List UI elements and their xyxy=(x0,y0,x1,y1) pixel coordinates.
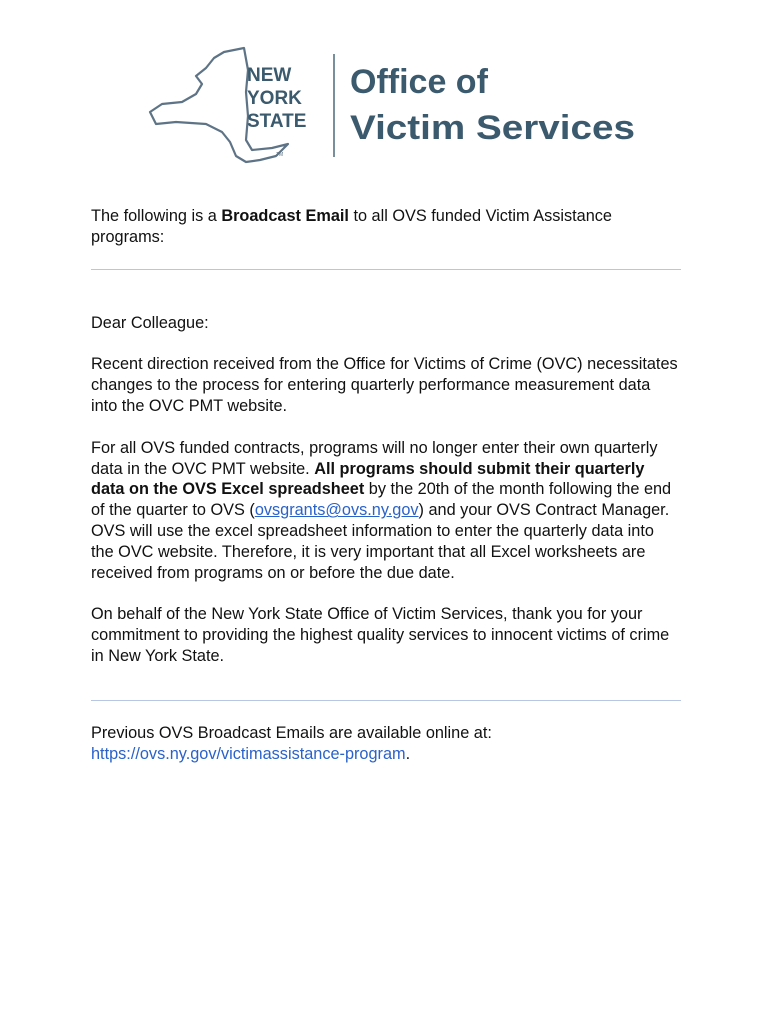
paragraph-thank-you: On behalf of the New York State Office of Victim Services, thank you for your commitment to providing the highest quality services to innocent victims of crime in New York State. xyxy=(91,605,670,665)
intro-suffix: to all OVS funded Victim Assistance programs: xyxy=(91,207,612,246)
para2-text-b: by the 20th of the month following the end of the quarter to OVS ( xyxy=(91,480,672,520)
para2-bold-instruction: All programs should submit their quarterly data on the OVS Excel spreadsheet xyxy=(91,459,645,499)
paragraph-submission-instructions xyxy=(91,438,681,584)
intro-paragraph xyxy=(91,206,681,248)
logo-office-of-text: Office of xyxy=(350,63,488,101)
para2-text-c: ) and your OVS Contract Manager. OVS will use the excel spreadsheet information to enter the quarterly data into the OVC website. Therefore, it is very important that all Excel worksheets are received from programs on or before the due date. xyxy=(91,501,670,582)
bottom-divider xyxy=(91,700,681,701)
greeting: Dear Colleague: xyxy=(91,313,209,332)
footer-text: Previous OVS Broadcast Emails are available online at: xyxy=(91,723,492,742)
intro-prefix: The following is a xyxy=(91,207,222,225)
footer-paragraph xyxy=(91,723,681,765)
top-divider xyxy=(91,269,681,270)
logo-graphic xyxy=(136,44,648,176)
intro-bold-broadcast-email: Broadcast Email xyxy=(221,207,349,225)
email-body xyxy=(91,206,681,764)
para2-text-a: For all OVS funded contracts, programs will no longer enter their own quarterly data in the OVC PMT website. xyxy=(91,438,658,478)
ovsgrants-email-link[interactable]: ovsgrants@ovs.ny.gov xyxy=(254,501,419,520)
ovs-logo xyxy=(136,44,648,176)
logo-tm-text: TM xyxy=(276,152,284,158)
victim-assistance-program-link[interactable]: https://ovs.ny.gov/victimassistance-program xyxy=(91,744,406,763)
logo-new-text: NEW xyxy=(247,65,292,86)
footer-period: . xyxy=(405,744,411,763)
logo-state-text: STATE xyxy=(247,111,307,132)
logo-victim-services-text: Victim Services xyxy=(350,109,635,147)
paragraph-ovc-direction: Recent direction received from the Office for Victims of Crime (OVC) necessitates changes to the process for entering quarterly performance measurement data into the OVC PMT website. xyxy=(91,355,678,415)
logo-york-text: YORK xyxy=(247,88,302,109)
